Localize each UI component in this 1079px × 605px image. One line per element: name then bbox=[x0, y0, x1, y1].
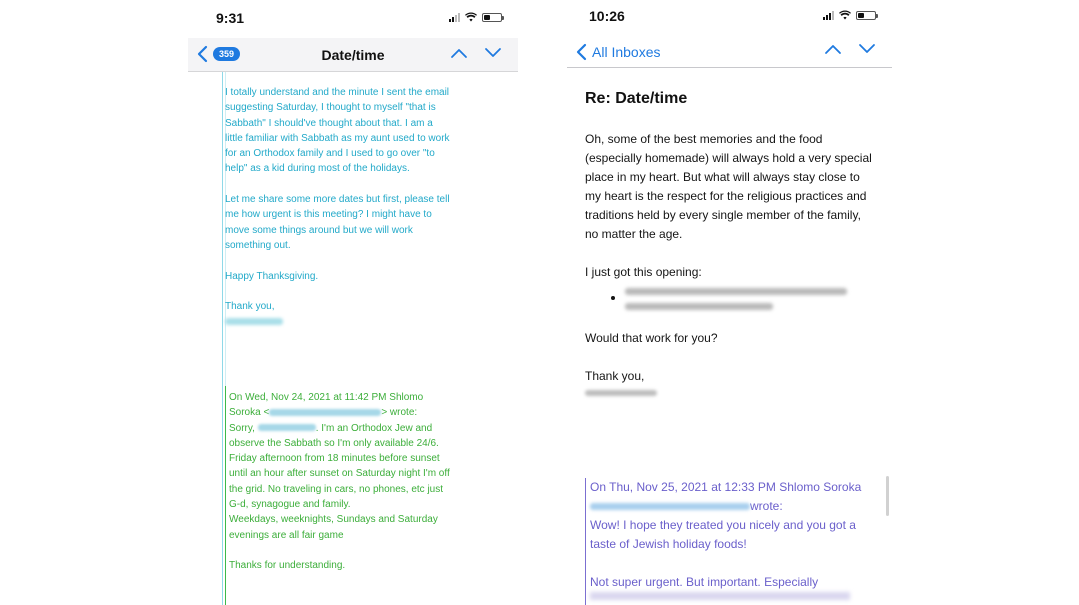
previous-message-chevron-up-icon[interactable] bbox=[824, 43, 842, 55]
unread-count-badge: 359 bbox=[213, 47, 240, 61]
status-bar bbox=[188, 0, 518, 34]
chevron-left-icon bbox=[575, 43, 589, 61]
quote-header: On Thu, Nov 25, 2021 at 12:33 PM Shlomo Sorokawrote: bbox=[590, 480, 862, 513]
signal-icon bbox=[449, 13, 460, 22]
message-text bbox=[585, 130, 875, 396]
battery-icon bbox=[482, 13, 502, 22]
redacted-email bbox=[590, 503, 750, 510]
thread-title: Date/time bbox=[321, 47, 385, 63]
nested-quote-bar bbox=[225, 386, 226, 605]
scrollbar[interactable] bbox=[886, 476, 889, 516]
status-time: 9:31 bbox=[216, 10, 245, 26]
nested-quoted-message bbox=[229, 390, 454, 589]
redacted-signature bbox=[585, 390, 657, 396]
quote-body: Wow! I hope they treated you nicely and you got a taste of Jewish holiday foods! bbox=[590, 518, 856, 551]
message-paragraph: Would that work for you? bbox=[585, 331, 718, 345]
chevron-left-icon bbox=[196, 45, 210, 63]
message-paragraph: Oh, some of the best memories and the food (especially homemade) will always hold a very special place in my heart. But what will always stay close to my heart is the respect for the religious practices and traditions held by every single member of the family, no matter the age. bbox=[585, 132, 872, 241]
signal-icon bbox=[823, 11, 834, 20]
next-message-chevron-down-icon[interactable] bbox=[484, 47, 502, 59]
back-button[interactable] bbox=[196, 45, 240, 63]
right-phone-screenshot bbox=[567, 0, 892, 605]
mail-nav-bar bbox=[567, 34, 892, 68]
reply-signoff: Thank you, bbox=[225, 299, 450, 330]
quote-body: Not super urgent. But important. Especially bbox=[590, 575, 819, 589]
clipped-text-line bbox=[590, 592, 850, 600]
left-phone-screenshot bbox=[188, 0, 518, 605]
redacted-opening-line bbox=[625, 288, 847, 295]
quote-bar-outer bbox=[222, 72, 223, 605]
message-subject: Re: Date/time bbox=[585, 90, 688, 107]
message-signoff: Thank you, bbox=[585, 369, 645, 383]
quote-bar bbox=[585, 478, 586, 605]
redacted-opening-line bbox=[625, 303, 773, 310]
status-icons bbox=[449, 12, 502, 22]
redacted-name bbox=[225, 318, 283, 325]
wifi-icon bbox=[465, 12, 477, 22]
battery-icon bbox=[856, 11, 876, 20]
back-label: All Inboxes bbox=[592, 44, 661, 60]
quote-body: Thanks for understanding. bbox=[229, 560, 346, 572]
reply-paragraph: Let me share some more dates but first, please tell me how urgent is this meeting? I might have to move some things around but we will work something out. bbox=[225, 194, 450, 251]
message-navigation bbox=[450, 47, 502, 59]
next-message-chevron-down-icon[interactable] bbox=[858, 43, 876, 55]
quoted-message bbox=[590, 478, 872, 605]
message-body bbox=[567, 76, 892, 605]
redacted-email bbox=[269, 409, 381, 416]
status-icons bbox=[823, 10, 876, 20]
quote-body: Sorry, . I'm an Orthodox Jew and observe the Sabbath so I'm only available 24/6. Friday afternoon from 18 minutes before sunset until an hour after sunset on Saturday night I'm off the grid. No traveling in cars, no phones, etc just G-d, synagogue and family. bbox=[229, 422, 450, 511]
quoted-reply bbox=[225, 85, 450, 330]
mail-nav-bar bbox=[188, 38, 518, 72]
all-inboxes-back-button[interactable] bbox=[575, 43, 660, 61]
previous-message-chevron-up-icon[interactable] bbox=[450, 47, 468, 59]
message-body bbox=[188, 72, 518, 605]
status-time: 10:26 bbox=[589, 8, 625, 24]
status-bar bbox=[567, 0, 892, 34]
reply-paragraph: I totally understand and the minute I sent the email suggesting Saturday, I thought to myself "that is Sabbath" I should've thought about that. I am a little familiar with Sabbath as my aunt used to work for an Orthodox family and I used to go over "to help" as a kid during most of the holidays. bbox=[225, 87, 450, 175]
list-item bbox=[625, 288, 875, 310]
opening-list bbox=[585, 288, 875, 310]
message-paragraph: I just got this opening: bbox=[585, 265, 702, 279]
quote-header: On Wed, Nov 24, 2021 at 11:42 PM Shlomo Soroka < > wrote: bbox=[229, 392, 424, 419]
wifi-icon bbox=[839, 10, 851, 20]
message-navigation bbox=[824, 43, 876, 55]
quote-body: Weekdays, weeknights, Sundays and Saturday evenings are all fair game bbox=[229, 514, 438, 541]
reply-paragraph: Happy Thanksgiving. bbox=[225, 270, 319, 282]
redacted-name bbox=[258, 424, 316, 431]
